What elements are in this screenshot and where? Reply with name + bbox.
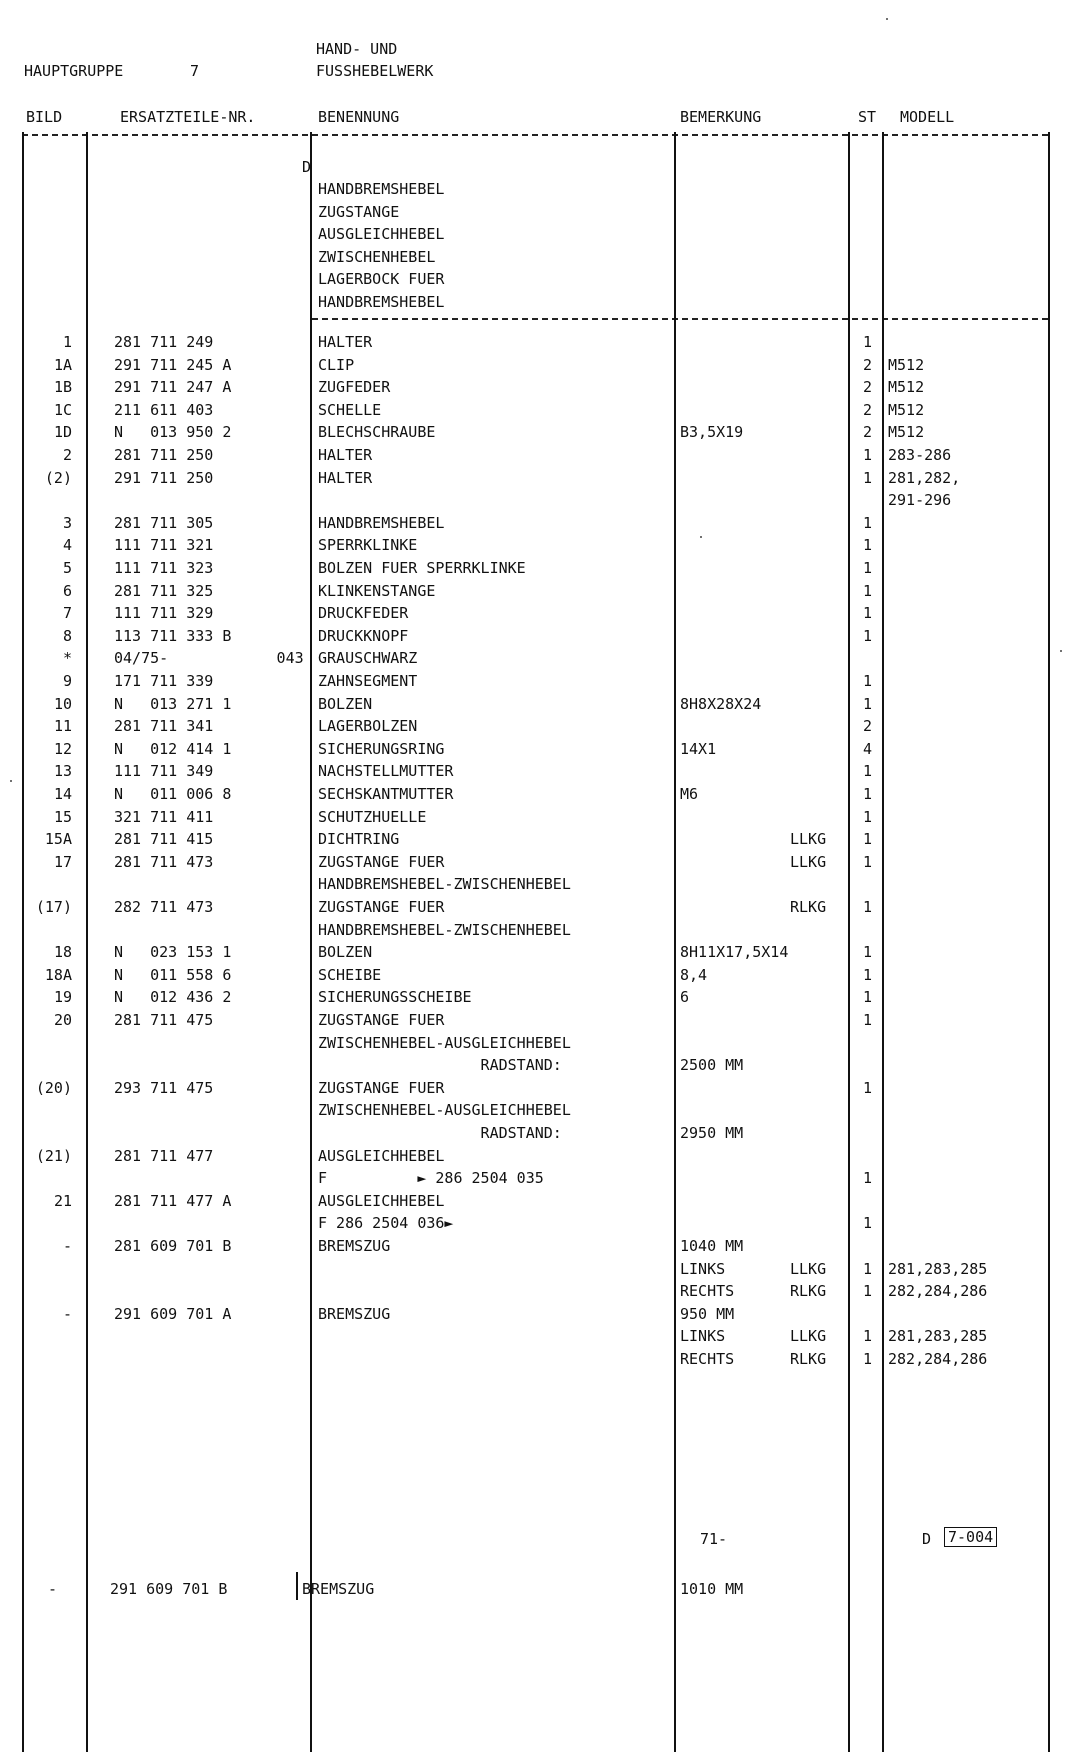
name-cell: ZUGSTANGE FUER bbox=[318, 1011, 445, 1029]
part-number-cell: 111 711 329 bbox=[114, 604, 214, 623]
quantity-cell: 1 bbox=[862, 1011, 872, 1029]
part-number-cell: 282 711 473 bbox=[114, 898, 214, 916]
bild-cell: 1A bbox=[53, 355, 72, 374]
quantity-cell: 1 bbox=[862, 830, 872, 849]
part-number-cell: 281 711 250 bbox=[114, 446, 214, 464]
scan-speck bbox=[10, 780, 12, 782]
page-number: 71- bbox=[700, 1530, 728, 1548]
bild-cell: 18 bbox=[53, 943, 72, 962]
bild-cell: 1C bbox=[53, 400, 72, 419]
table-row bbox=[0, 896, 1081, 918]
quantity-cell: 1 bbox=[862, 898, 872, 916]
quantity-cell: 4 bbox=[862, 739, 872, 758]
quantity-cell: 1 bbox=[862, 762, 872, 781]
part-number-cell: 293 711 475 bbox=[114, 1078, 214, 1097]
name-cell: SECHSKANTMUTTER bbox=[318, 785, 454, 803]
bild-cell: 11 bbox=[53, 717, 72, 736]
quantity-cell: 1 bbox=[862, 1350, 872, 1368]
quantity-cell: 2 bbox=[862, 355, 872, 374]
table-row bbox=[0, 467, 1081, 489]
part-number-cell: 291 711 250 bbox=[114, 468, 214, 487]
fragment-divider bbox=[86, 1572, 88, 1600]
models-cell: M512 bbox=[888, 378, 925, 397]
name-cell: HANDBREMSHEBEL bbox=[318, 513, 445, 532]
remark-code-cell: RLKG bbox=[790, 1282, 827, 1301]
bild-cell: 2 bbox=[62, 446, 72, 464]
part-number-cell: 111 711 349 bbox=[114, 762, 214, 781]
part-number-cell: 321 711 411 bbox=[114, 807, 214, 826]
models-cell: M512 bbox=[888, 400, 925, 419]
part-number-cell: N 011 006 8 bbox=[114, 785, 232, 803]
bild-cell: 3 bbox=[62, 513, 72, 532]
remark-cell: 8,4 bbox=[680, 965, 708, 984]
table-row bbox=[0, 986, 1081, 1008]
table-row bbox=[0, 647, 1081, 669]
models-cell: 283-286 bbox=[888, 446, 952, 464]
fragment-divider bbox=[882, 1572, 884, 1600]
name-cell: SCHELLE bbox=[318, 400, 382, 419]
table-row bbox=[0, 1145, 1081, 1167]
quantity-cell: 2 bbox=[862, 717, 872, 736]
bild-cell: 4 bbox=[62, 536, 72, 555]
name-cell: ZAHNSEGMENT bbox=[318, 672, 418, 690]
fragment-divider bbox=[1048, 1572, 1050, 1600]
quantity-cell: 2 bbox=[862, 423, 872, 442]
quantity-cell: 1 bbox=[862, 672, 872, 690]
bild-cell: 12 bbox=[53, 739, 72, 758]
col-header-models: MODELL bbox=[900, 108, 955, 126]
table-row bbox=[0, 670, 1081, 692]
name-cell: NACHSTELLMUTTER bbox=[318, 762, 454, 781]
bild-cell: 13 bbox=[53, 762, 72, 781]
part-number-cell: N 013 271 1 bbox=[114, 694, 232, 713]
table-row bbox=[0, 1032, 1081, 1054]
name-cell: DICHTRING bbox=[318, 830, 400, 849]
group-number: 7 bbox=[190, 62, 200, 80]
name-cell: KLINKENSTANGE bbox=[318, 581, 436, 600]
bild-cell: (21) bbox=[35, 1146, 72, 1165]
name-cell: AUSGLEICHHEBEL bbox=[318, 1191, 445, 1210]
remark-cell: 6 bbox=[680, 988, 690, 1007]
name-cell: DRUCKKNOPF bbox=[318, 626, 409, 645]
part-number-cell: 111 711 323 bbox=[114, 559, 214, 577]
table-row bbox=[0, 873, 1081, 895]
intro-separator bbox=[312, 318, 1048, 320]
bild-cell: 6 bbox=[62, 581, 72, 600]
name-cell: GRAUSCHWARZ bbox=[318, 649, 418, 668]
table-row bbox=[0, 1258, 1081, 1280]
name-cell: ZUGSTANGE FUER bbox=[318, 898, 445, 916]
name-cell: BOLZEN FUER SPERRKLINKE bbox=[318, 559, 526, 577]
name-cell: SPERRKLINKE bbox=[318, 536, 418, 555]
table-row bbox=[0, 1099, 1081, 1121]
name-cell: HALTER bbox=[318, 468, 373, 487]
table-row bbox=[0, 1009, 1081, 1031]
part-number-cell: 291 609 701 A bbox=[114, 1304, 232, 1323]
name-cell: ZWISCHENHEBEL-AUSGLEICHHEBEL bbox=[318, 1033, 571, 1052]
remark-code-cell: RLKG bbox=[790, 898, 827, 916]
table-row bbox=[0, 919, 1081, 941]
table-row bbox=[0, 512, 1081, 534]
part-number-cell: N 011 558 6 bbox=[114, 965, 232, 984]
quantity-cell: 1 bbox=[862, 536, 872, 555]
table-row bbox=[0, 1235, 1081, 1257]
quantity-cell: 1 bbox=[862, 1078, 872, 1097]
part-number-cell: 291 711 247 A bbox=[114, 378, 232, 397]
part-number-cell: 281 711 415 bbox=[114, 830, 214, 849]
intro-line: LAGERBOCK FUER bbox=[318, 270, 445, 289]
name-cell: ZUGSTANGE FUER bbox=[318, 852, 445, 871]
table-row bbox=[0, 1122, 1081, 1144]
scan-speck bbox=[886, 18, 888, 20]
quantity-cell: 1 bbox=[862, 626, 872, 645]
remark-cell: 1040 MM bbox=[680, 1237, 744, 1255]
bild-cell: (20) bbox=[35, 1078, 72, 1097]
part-number-cell: 281 609 701 B bbox=[114, 1237, 232, 1255]
table-row bbox=[0, 376, 1081, 398]
bild-cell: 5 bbox=[62, 559, 72, 577]
name-cell: SICHERUNGSRING bbox=[318, 739, 445, 758]
scan-speck bbox=[1060, 650, 1062, 652]
quantity-cell: 1 bbox=[862, 581, 872, 600]
quantity-cell: 1 bbox=[862, 1169, 872, 1188]
language-code: D bbox=[922, 1530, 932, 1548]
fragment-bild: - bbox=[48, 1580, 58, 1598]
bild-cell: 1D bbox=[53, 423, 72, 442]
name-cell: SICHERUNGSSCHEIBE bbox=[318, 988, 472, 1007]
table-row bbox=[0, 1077, 1081, 1099]
quantity-cell: 1 bbox=[862, 468, 872, 487]
models-cell: M512 bbox=[888, 423, 925, 442]
remark-cell: 8H8X28X24 bbox=[680, 694, 762, 713]
bild-cell: 1B bbox=[53, 378, 72, 397]
intro-marker: D bbox=[302, 158, 312, 176]
table-row bbox=[0, 1325, 1081, 1347]
name-cell: HALTER bbox=[318, 446, 373, 464]
part-number-cell: 171 711 339 bbox=[114, 672, 214, 690]
bild-cell: - bbox=[62, 1237, 72, 1255]
name-cell: CLIP bbox=[318, 355, 355, 374]
bild-cell: 15A bbox=[44, 830, 72, 849]
table-row bbox=[0, 783, 1081, 805]
models-cell: 291-296 bbox=[888, 491, 952, 510]
group-label: HAUPTGRUPPE bbox=[24, 62, 124, 80]
bild-cell: - bbox=[62, 1304, 72, 1323]
table-row bbox=[0, 331, 1081, 353]
fragment-divider bbox=[296, 1572, 298, 1600]
quantity-cell: 1 bbox=[862, 1327, 872, 1346]
table-row bbox=[0, 806, 1081, 828]
table-row bbox=[0, 602, 1081, 624]
intro-line: ZWISCHENHEBEL bbox=[318, 247, 436, 266]
remark-code-cell: LLKG bbox=[790, 830, 827, 849]
fragment-divider bbox=[674, 1572, 676, 1600]
remark-cell: 2950 MM bbox=[680, 1124, 744, 1142]
table-row bbox=[0, 828, 1081, 850]
table-row bbox=[0, 1348, 1081, 1370]
part-number-cell: 281 711 475 bbox=[114, 1011, 214, 1029]
name-cell: BLECHSCHRAUBE bbox=[318, 423, 436, 442]
bild-cell: 10 bbox=[53, 694, 72, 713]
remark-cell: RECHTS bbox=[680, 1350, 735, 1368]
models-cell: 281,282, bbox=[888, 468, 961, 487]
remark-code-cell: LLKG bbox=[790, 1327, 827, 1346]
title-line-2: FUSSHEBELWERK bbox=[316, 62, 434, 80]
bild-cell: 15 bbox=[53, 807, 72, 826]
table-row bbox=[0, 1054, 1081, 1076]
name-cell: DRUCKFEDER bbox=[318, 604, 409, 623]
quantity-cell: 2 bbox=[862, 400, 872, 419]
part-number-cell: 291 711 245 A bbox=[114, 355, 232, 374]
name-cell: RADSTAND: bbox=[318, 1124, 562, 1142]
part-number-cell: 281 711 305 bbox=[114, 513, 214, 532]
fragment-name: BREMSZUG bbox=[302, 1580, 375, 1598]
intro-line: HANDBREMSHEBEL bbox=[318, 180, 445, 198]
part-number-cell: 111 711 321 bbox=[114, 536, 214, 555]
table-row bbox=[0, 1212, 1081, 1234]
name-cell: F 286 2504 036► bbox=[318, 1214, 454, 1233]
part-number-cell: 281 711 473 bbox=[114, 852, 214, 871]
title-line-1: HAND- UND bbox=[316, 40, 398, 58]
remark-cell: RECHTS bbox=[680, 1282, 735, 1301]
table-row bbox=[0, 715, 1081, 737]
part-number-cell: N 012 414 1 bbox=[114, 739, 232, 758]
table-row bbox=[0, 1167, 1081, 1189]
bild-cell: * bbox=[62, 649, 72, 668]
bild-cell: 18A bbox=[44, 965, 72, 984]
name-cell: HALTER bbox=[318, 333, 373, 351]
name-cell: ZUGFEDER bbox=[318, 378, 391, 397]
quantity-cell: 1 bbox=[862, 852, 872, 871]
table-row bbox=[0, 693, 1081, 715]
remark-code-cell: LLKG bbox=[790, 852, 827, 871]
quantity-cell: 1 bbox=[862, 513, 872, 532]
bild-cell: 9 bbox=[62, 672, 72, 690]
quantity-cell: 1 bbox=[862, 807, 872, 826]
table-row bbox=[0, 399, 1081, 421]
col-header-part: ERSATZTEILE-NR. bbox=[120, 108, 256, 126]
models-cell: 282,284,286 bbox=[888, 1350, 988, 1368]
name-cell: ZUGSTANGE FUER bbox=[318, 1078, 445, 1097]
table-row bbox=[0, 738, 1081, 760]
bild-cell: 8 bbox=[62, 626, 72, 645]
quantity-cell: 1 bbox=[862, 943, 872, 962]
remark-cell: B3,5X19 bbox=[680, 423, 744, 442]
quantity-cell: 1 bbox=[862, 1214, 872, 1233]
remark-cell: 2500 MM bbox=[680, 1056, 744, 1075]
part-number-cell: 281 711 477 A bbox=[114, 1191, 232, 1210]
remark-code-cell: LLKG bbox=[790, 1259, 827, 1278]
quantity-cell: 1 bbox=[862, 559, 872, 577]
table-row bbox=[0, 1190, 1081, 1212]
name-cell: SCHUTZHUELLE bbox=[318, 807, 427, 826]
bild-cell: (2) bbox=[44, 468, 72, 487]
remark-cell: M6 bbox=[680, 785, 699, 803]
table-row bbox=[0, 964, 1081, 986]
remark-cell: 8H11X17,5X14 bbox=[680, 943, 789, 962]
models-cell: 281,283,285 bbox=[888, 1327, 988, 1346]
table-row bbox=[0, 489, 1081, 511]
quantity-cell: 1 bbox=[862, 1259, 872, 1278]
remark-cell: LINKS bbox=[680, 1327, 726, 1346]
quantity-cell: 1 bbox=[862, 333, 872, 351]
header-separator bbox=[22, 134, 1048, 136]
part-number-cell: 281 711 477 bbox=[114, 1146, 214, 1165]
table-row bbox=[0, 625, 1081, 647]
name-cell: BREMSZUG bbox=[318, 1237, 391, 1255]
remark-cell: 950 MM bbox=[680, 1304, 735, 1323]
name-cell: F ► 286 2504 035 bbox=[318, 1169, 544, 1188]
quantity-cell: 1 bbox=[862, 694, 872, 713]
quantity-cell: 2 bbox=[862, 378, 872, 397]
scan-speck bbox=[700, 536, 702, 538]
bild-cell: 19 bbox=[53, 988, 72, 1007]
table-row bbox=[0, 851, 1081, 873]
bild-cell: (17) bbox=[35, 898, 72, 916]
part-number-cell: 281 711 249 bbox=[114, 333, 214, 351]
quantity-cell: 1 bbox=[862, 1282, 872, 1301]
part-number-cell: N 012 436 2 bbox=[114, 988, 232, 1007]
name-cell: BOLZEN bbox=[318, 694, 373, 713]
table-row bbox=[0, 580, 1081, 602]
fragment-divider bbox=[22, 1572, 24, 1600]
remark-cell: 14X1 bbox=[680, 739, 717, 758]
name-cell: LAGERBOLZEN bbox=[318, 717, 418, 736]
part-number-cell: 281 711 341 bbox=[114, 717, 214, 736]
part-number-cell: 113 711 333 B bbox=[114, 626, 232, 645]
table-row bbox=[0, 557, 1081, 579]
remark-code-cell: RLKG bbox=[790, 1350, 827, 1368]
table-row bbox=[0, 1303, 1081, 1325]
part-number-cell: N 023 153 1 bbox=[114, 943, 232, 962]
quantity-cell: 1 bbox=[862, 988, 872, 1007]
fragment-divider bbox=[848, 1572, 850, 1600]
table-row bbox=[0, 1280, 1081, 1302]
name-cell: HANDBREMSHEBEL-ZWISCHENHEBEL bbox=[318, 920, 571, 939]
col-header-st: ST bbox=[858, 108, 877, 126]
models-cell: M512 bbox=[888, 355, 925, 374]
bild-cell: 1 bbox=[62, 333, 72, 351]
quantity-cell: 1 bbox=[862, 604, 872, 623]
table-row bbox=[0, 444, 1081, 466]
part-number-cell: 04/75- 043 bbox=[114, 649, 304, 668]
name-cell: BREMSZUG bbox=[318, 1304, 391, 1323]
quantity-cell: 1 bbox=[862, 785, 872, 803]
table-row bbox=[0, 354, 1081, 376]
name-cell: ZWISCHENHEBEL-AUSGLEICHHEBEL bbox=[318, 1101, 571, 1120]
fragment-part: 291 609 701 B bbox=[110, 1580, 228, 1598]
col-header-remark: BEMERKUNG bbox=[680, 108, 762, 126]
bild-cell: 20 bbox=[53, 1011, 72, 1029]
col-header-name: BENENNUNG bbox=[318, 108, 400, 126]
part-number-cell: 281 711 325 bbox=[114, 581, 214, 600]
models-cell: 281,283,285 bbox=[888, 1259, 988, 1278]
name-cell: AUSGLEICHHEBEL bbox=[318, 1146, 445, 1165]
models-cell: 282,284,286 bbox=[888, 1282, 988, 1301]
bild-cell: 14 bbox=[53, 785, 72, 803]
name-cell: HANDBREMSHEBEL-ZWISCHENHEBEL bbox=[318, 875, 571, 894]
remark-cell: LINKS bbox=[680, 1259, 726, 1278]
bild-cell: 17 bbox=[53, 852, 72, 871]
part-number-cell: 211 611 403 bbox=[114, 400, 214, 419]
intro-line: AUSGLEICHHEBEL bbox=[318, 225, 445, 244]
table-row bbox=[0, 421, 1081, 443]
table-row bbox=[0, 534, 1081, 556]
bild-cell: 21 bbox=[53, 1191, 72, 1210]
table-row bbox=[0, 760, 1081, 782]
bild-cell: 7 bbox=[62, 604, 72, 623]
page-code: 7-004 bbox=[944, 1527, 997, 1547]
col-header-bild: BILD bbox=[26, 108, 63, 126]
intro-line: ZUGSTANGE bbox=[318, 202, 400, 221]
intro-line: HANDBREMSHEBEL bbox=[318, 293, 445, 311]
name-cell: RADSTAND: bbox=[318, 1056, 562, 1075]
part-number-cell: N 013 950 2 bbox=[114, 423, 232, 442]
name-cell: SCHEIBE bbox=[318, 965, 382, 984]
table-row bbox=[0, 941, 1081, 963]
fragment-remark: 1010 MM bbox=[680, 1580, 744, 1598]
quantity-cell: 1 bbox=[862, 965, 872, 984]
name-cell: BOLZEN bbox=[318, 943, 373, 962]
quantity-cell: 1 bbox=[862, 446, 872, 464]
